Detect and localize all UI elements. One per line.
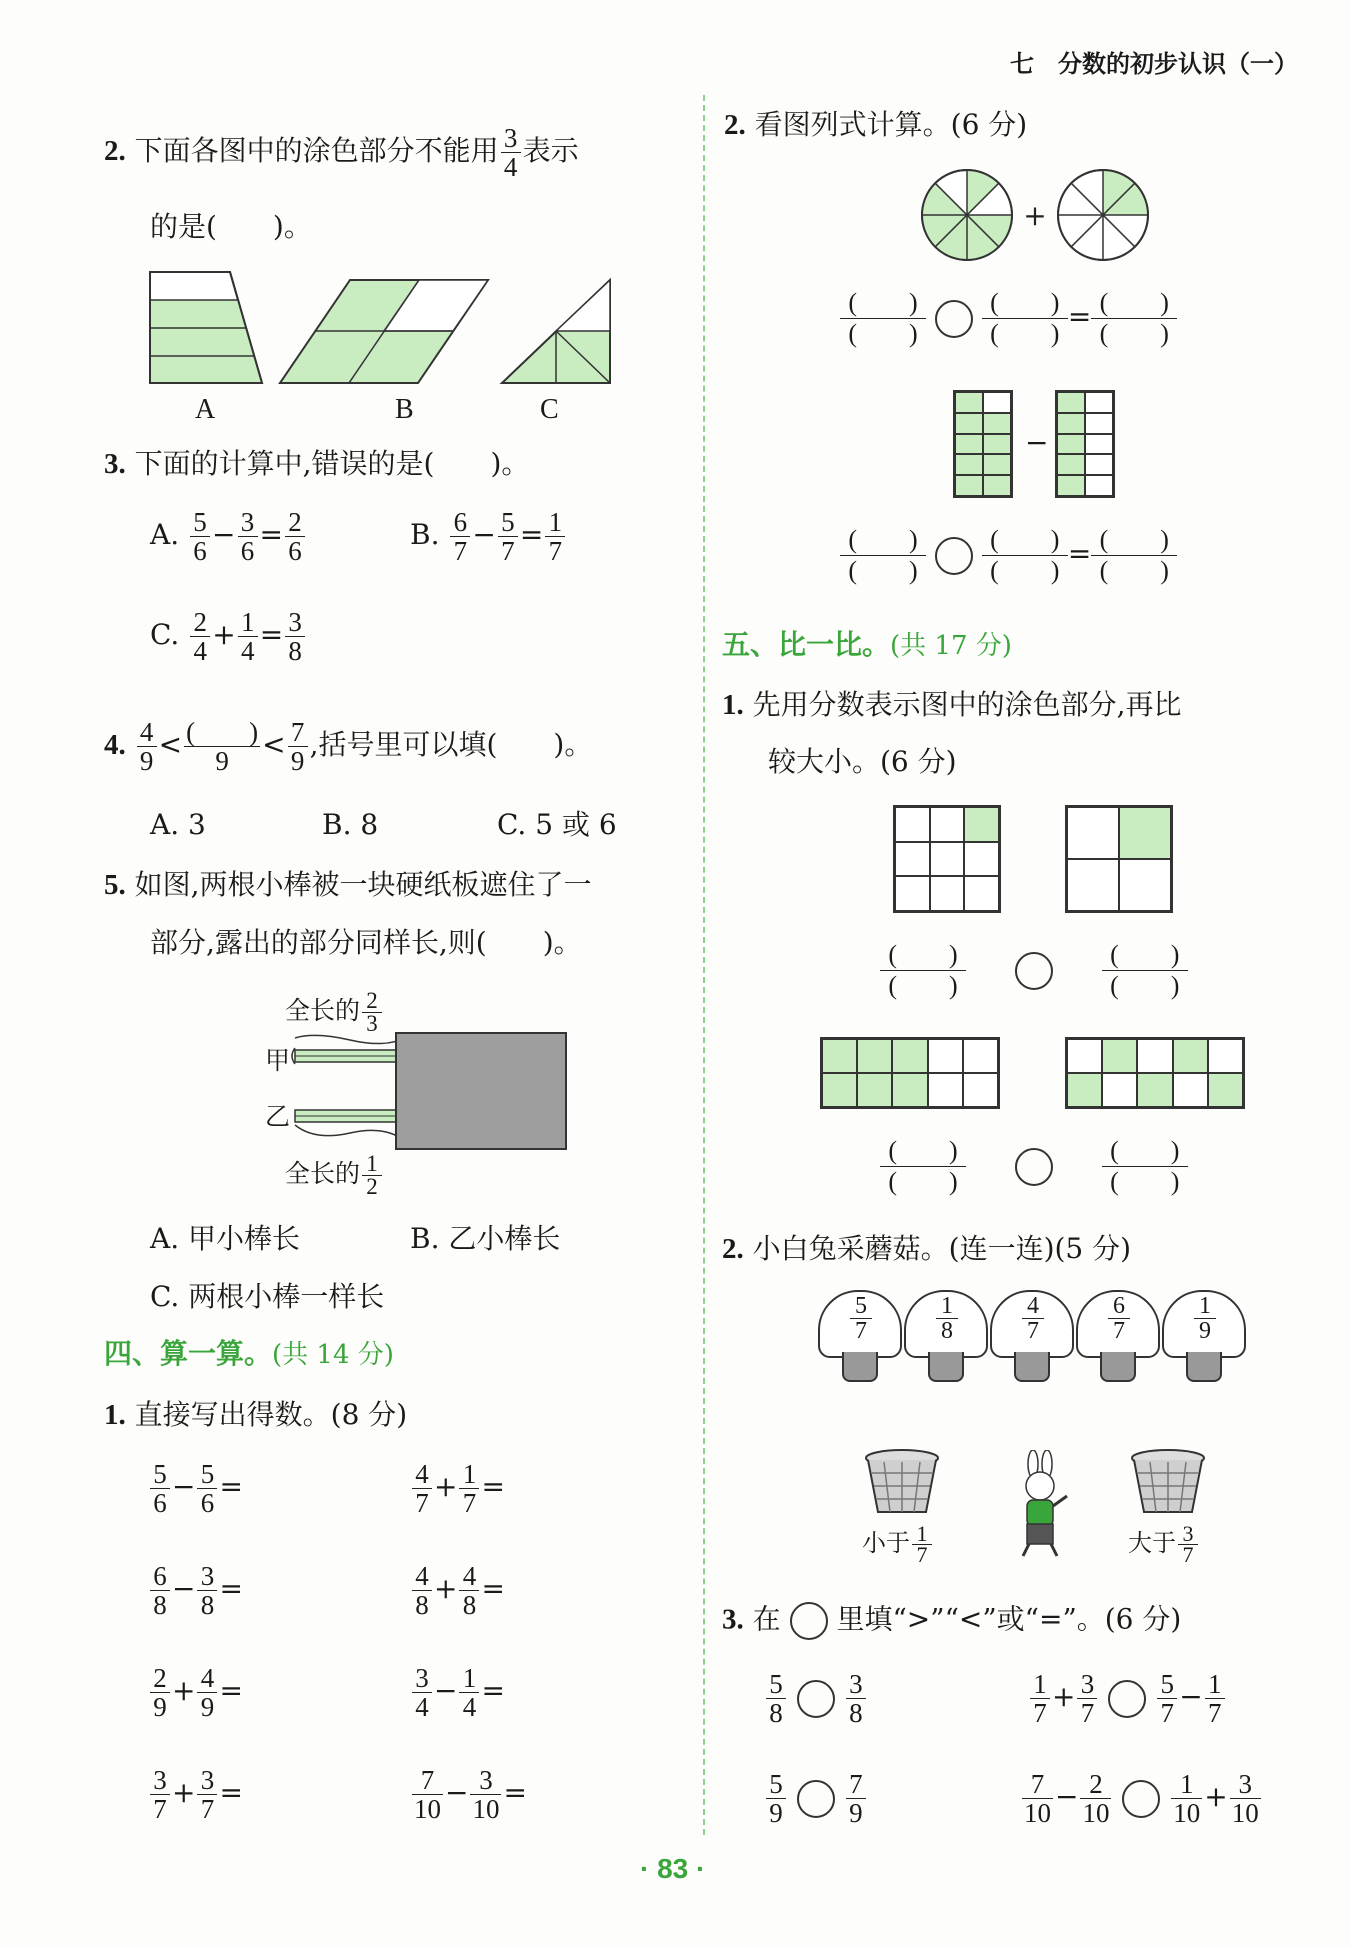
- minus-sign: −: [1025, 426, 1049, 459]
- q5-top-label: 全长的 $\frac{2}{3}$: [285, 990, 384, 1035]
- stick-label-jia: 甲: [265, 1046, 291, 1075]
- circle-right: [1058, 170, 1148, 260]
- compare-item: $\frac{5}{8}$ $\frac{3}{8}$: [764, 1670, 868, 1727]
- grid-strip-left: [820, 1037, 1000, 1109]
- question-number: 4.: [104, 729, 126, 761]
- chapter-title: 七 分数的初步认识（一）: [1010, 51, 1298, 78]
- fraction: $\frac{3}{4}$: [501, 124, 521, 181]
- rect-grid-right: [1055, 390, 1115, 498]
- mushroom[interactable]: 1 8: [904, 1290, 986, 1386]
- calc-item: $\frac{2}{9}$ + $\frac{4}{9}$ =: [148, 1664, 243, 1721]
- q5-1-line2: 较大小。(6 分): [768, 745, 957, 778]
- svg-text:+: +: [1023, 199, 1047, 232]
- calc-item: $\frac{3}{4}$ − $\frac{1}{4}$ =: [410, 1664, 505, 1721]
- compare-circle[interactable]: [797, 1780, 835, 1818]
- section-5-title: 五、比一比。(共 17 分): [722, 629, 1012, 661]
- compare-circle[interactable]: [797, 1680, 835, 1718]
- stick-board-figure: [290, 1030, 570, 1155]
- rect-equation: ( ) ( ) ( ) ( ) = ( ) ( ): [840, 525, 1177, 586]
- stick-label-yi: 乙: [265, 1102, 291, 1131]
- right-q5-3: 3. 在 里填“>”“<”或“=”。(6 分): [722, 1602, 1181, 1640]
- q5-bottom-label: 全长的 $\frac{1}{2}$: [285, 1153, 384, 1198]
- calc-item: $\frac{5}{6}$ − $\frac{5}{6}$ =: [148, 1460, 243, 1517]
- compare-item: $\frac{7}{10}$ − $\frac{2}{10}$ $\frac{1}{10}$ + $\frac{3}{10}$: [1024, 1769, 1259, 1828]
- mushroom[interactable]: 4 7: [990, 1290, 1072, 1386]
- figure-b-parallelogram: [280, 280, 488, 383]
- q3-text: 下面的计算中,错误的是( )。: [134, 447, 530, 480]
- compare-row-2: ( ) ( ) ( ) ( ): [880, 1136, 1188, 1197]
- grid-2x2: [1065, 805, 1173, 913]
- question-number: 5.: [104, 869, 126, 901]
- mushroom[interactable]: 1 9: [1162, 1290, 1244, 1386]
- q4-option-b: B. 8: [322, 808, 379, 841]
- compare-circle[interactable]: [1108, 1680, 1146, 1718]
- mushroom[interactable]: 5 7: [818, 1290, 900, 1386]
- basket-right-label: 大于 $\frac{3}{7}$: [1128, 1524, 1200, 1565]
- calc-item: $\frac{4}{8}$ + $\frac{4}{8}$ =: [410, 1562, 505, 1619]
- circle-left: [922, 170, 1012, 260]
- q2-figures: [140, 265, 620, 390]
- calc-item: $\frac{3}{7}$ + $\frac{3}{7}$ =: [148, 1766, 243, 1823]
- rect-grid-left: [953, 390, 1013, 498]
- grid-3x3: [893, 805, 1001, 913]
- q5-option-c: C. 两根小棒一样长: [150, 1280, 385, 1313]
- figure-c-triangle: [502, 280, 610, 383]
- rabbit-icon: [1005, 1450, 1075, 1560]
- circle-equation: ( ) ( ) ( ) ( ) = ( ) ( ): [840, 288, 1177, 349]
- left-q3: [104, 447, 529, 481]
- basket-left-icon[interactable]: [862, 1448, 942, 1518]
- q3-option-c: C. $\frac{2}{4}$ + $\frac{1}{4}$ = $\frac{3}{8}$: [150, 608, 307, 665]
- right-q5-2: 2. 小白兔采蘑菇。(连一连)(5 分): [722, 1232, 1132, 1265]
- basket-right-icon[interactable]: [1128, 1448, 1208, 1518]
- question-number: 2.: [104, 135, 126, 167]
- left-q4-1: 1. 直接写出得数。(8 分): [104, 1398, 408, 1431]
- calc-item: $\frac{6}{8}$ − $\frac{3}{8}$ =: [148, 1562, 243, 1619]
- calc-item: $\frac{4}{7}$ + $\frac{1}{7}$ =: [410, 1460, 505, 1517]
- mushroom[interactable]: 6 7: [1076, 1290, 1158, 1386]
- left-q2: [104, 124, 579, 181]
- compare-circle[interactable]: [1015, 1148, 1053, 1186]
- compare-circle[interactable]: [1015, 952, 1053, 990]
- figure-label-b: B: [395, 394, 414, 425]
- column-divider: [703, 95, 705, 1835]
- compare-circle[interactable]: [1122, 1780, 1160, 1818]
- q2-text-after: 表示: [522, 134, 579, 167]
- compare-item: $\frac{1}{7}$ + $\frac{3}{7}$ $\frac{5}{7}$ − $\frac{1}{7}$: [1028, 1670, 1227, 1727]
- circle-symbol: [790, 1602, 828, 1640]
- q2-text-before: 下面各图中的涂色部分不能用: [134, 134, 499, 167]
- operator-circle[interactable]: [935, 300, 973, 338]
- q3-option-a: A. $\frac{5}{6}$ − $\frac{3}{6}$ = $\frac{2}{6}$: [150, 508, 307, 565]
- figure-label-a: A: [195, 394, 216, 425]
- q3-option-b: B. $\frac{6}{7}$ − $\frac{5}{7}$ = $\frac{1}{7}$: [410, 508, 567, 565]
- question-number: 3.: [104, 448, 126, 480]
- q4-option-a: A. 3: [150, 808, 206, 841]
- section-4-title: 四、算一算。(共 14 分): [104, 1338, 394, 1370]
- right-q2: 2. 看图列式计算。(6 分): [724, 108, 1028, 141]
- q2-line2: 的是( )。: [150, 210, 312, 243]
- page-number: · 83 ·: [640, 1853, 706, 1884]
- q5-line2: 部分,露出的部分同样长,则( )。: [150, 926, 582, 959]
- compare-item: $\frac{5}{9}$ $\frac{7}{9}$: [764, 1770, 868, 1827]
- figure-label-c: C: [540, 394, 559, 425]
- q5-option-b: B. 乙小棒长: [410, 1222, 561, 1255]
- basket-left-label: 小于 $\frac{1}{7}$: [862, 1524, 934, 1565]
- figure-a-trapezoid: [150, 272, 262, 383]
- circle-figures: [920, 165, 1150, 265]
- compare-row-1: ( ) ( ) ( ) ( ): [880, 940, 1188, 1001]
- operator-circle[interactable]: [935, 537, 973, 575]
- calc-item: $\frac{7}{10}$ − $\frac{3}{10}$ =: [414, 1765, 527, 1824]
- left-q4: 4. $\frac{4}{9}$ < $\frac{( )}{9}$ < $\frac{7}{9}$ ,括号里可以填( )。: [104, 717, 593, 776]
- q4-option-c: C. 5 或 6: [497, 808, 617, 841]
- right-q5-1: 1. 先用分数表示图中的涂色部分,再比: [722, 688, 1182, 721]
- q5-option-a: A. 甲小棒长: [150, 1222, 301, 1255]
- grid-strip-right: [1065, 1037, 1245, 1109]
- left-q5: 5. 如图,两根小棒被一块硬纸板遮住了一: [104, 868, 592, 901]
